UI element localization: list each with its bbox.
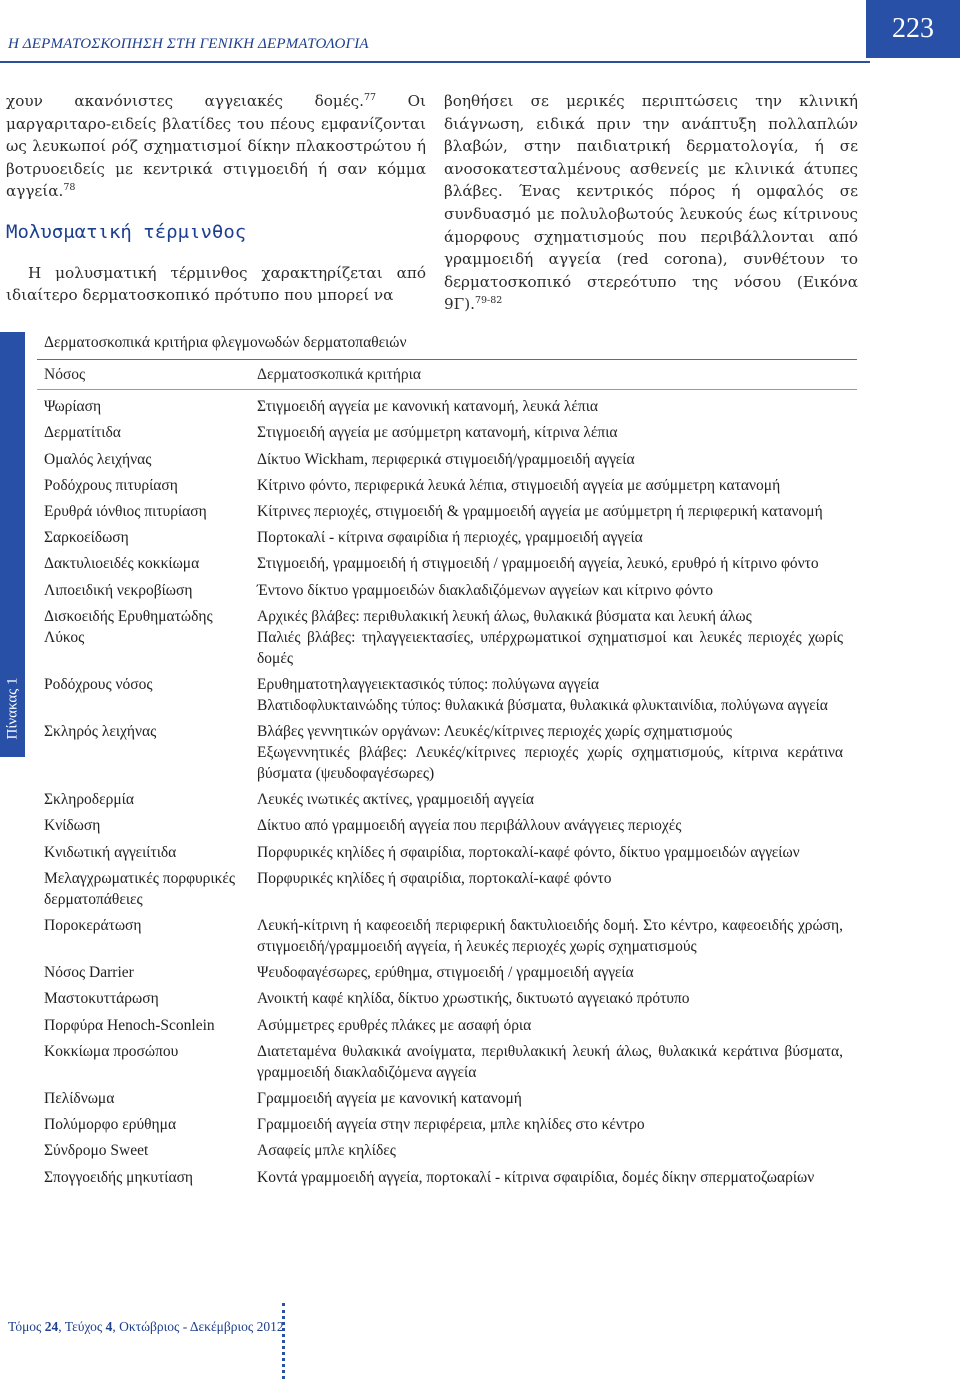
table-row [37, 1165, 857, 1191]
table-side-label [0, 659, 25, 757]
reference-superscript: 77 [363, 92, 377, 103]
criteria-cell: Γραμμοειδή αγγεία στην περιφέρεια, μπλε κηλίδες στο κέντρο [257, 1116, 645, 1134]
table-row [37, 673, 857, 720]
disease-cell: Κοκκίωμα προσώπου [44, 1042, 179, 1060]
footer-issue-label: , Τεύχος [58, 1319, 106, 1334]
criteria-cell: Κίτρινες περιοχές, στιγμοειδή & γραμμοειδή αγγεία με ασύμμετρη ή περιφερική κατανομή [257, 502, 823, 520]
disease-cell: Σκληρός λειχήνας [44, 723, 157, 741]
criteria-cell: Στιγμοειδή αγγεία με κανονική κατανομή, λευκά λέπια [257, 398, 599, 416]
text-run: Οι μαργαριταρο-ειδείς βλατίδες του πέους εμφανίζονται ως λευκωποί ρόζ σχηματισμοί δίκην πλακοστρώτου ή βοτρυοειδείς με κεντρικά στιγμοειδή ή σαν κόμμα αγγεία. [6, 92, 426, 201]
criteria-cell: Ασαφείς μπλε κηλίδες [257, 1142, 396, 1160]
table-row [37, 1087, 857, 1113]
criteria-cell: Ερυθηματοτηλαγγειεκτασικός τύπος: πολύγωνα αγγεία Βλατιδοφλυκταινώδης τύπος: θυλακικά βύσματα, θυλακικά φλυκταινίδια, πολύγωνα αγγεία [257, 675, 828, 714]
footer-dotted-rule [282, 1303, 285, 1379]
table-row [37, 578, 857, 604]
text-run: βοηθήσει σε μερικές περιπτώσεις την κλινική διάγνωση, ειδικά πριν την ανάπτυξη πολλαπλών βλαβών, στην παιδιατρική δερματολογία, ή σε ανοσοκατεσταλμένους ασθενείς με κλινικά άτυπες βλάβες. Ένας κεντρικός πόρος ή ομφαλός σε συνδυασμό με πολυλοβωτούς λευκούς έως κίτρινους άμορφους σχηματισμούς που περιβάλλονται από γραμμοειδή αγγεία (red corona), συνθέτουν το δερματοσκοπικό στερεότυπο της νόσου (Εικόνα 9Γ). [444, 92, 858, 314]
paragraph-molluscum: Η μολυσματική τέρμινθος χαρακτηρίζεται από ιδιαίτερο δερματοσκοπικό πρότυπο που μπορεί να [6, 263, 426, 305]
journal-footer [8, 1319, 284, 1335]
disease-cell: Δισκοειδής Ερυθηματώδης Λύκος [44, 607, 213, 646]
disease-cell: Μαστοκυττάρωση [44, 990, 159, 1008]
disease-cell: Μελαγχρωματικές πορφυρικές δερματοπάθειες [44, 869, 236, 908]
disease-cell: Λιποειδική νεκροβίωση [44, 581, 193, 599]
disease-cell: Πορφύρα Henoch-Sconlein [44, 1016, 215, 1034]
table-row [37, 1040, 857, 1087]
disease-cell: Δερματίτιδα [44, 424, 121, 442]
table-row [37, 526, 857, 552]
criteria-cell: Πορφυρικές κηλίδες ή σφαιρίδια, πορτοκαλί-καφέ φόντο [257, 869, 612, 887]
footer-period: , Οκτώβριος - Δεκέμβριος 2012 [112, 1319, 284, 1334]
table-row [37, 987, 857, 1013]
left-text-column [6, 90, 426, 307]
disease-cell: Σύνδρομο Sweet [44, 1142, 149, 1160]
header-rule [0, 61, 870, 63]
table-row [37, 788, 857, 814]
footer-volume-label: Τόμος [8, 1319, 45, 1334]
table-row [37, 474, 857, 500]
table-row [37, 421, 857, 447]
criteria-cell: Βλάβες γεννητικών οργάνων: Λευκές/κίτρινες περιοχές χωρίς σχηματισμούς Εξωγεννητικές βλάβες: Λευκές/κίτρινες περιοχές χωρίς σχηματισμούς, κίτρινα κεράτινα βύσματα (ψευδοφαγέσωρες) [257, 723, 843, 783]
criteria-cell: Λευκή-κίτρινη ή καφεοειδή περιφερική δακτυλιοειδής δομή. Στο κέντρο, καφεοειδής χρώση, στιγμοειδή/γραμμοειδή αγγεία, ή λευκές περιοχές χωρίς σχηματισμούς [257, 917, 843, 955]
table-row [37, 1139, 857, 1165]
reference-superscript: 78 [63, 182, 76, 194]
paragraph-molluscum-cont [444, 90, 858, 316]
disease-cell: Ερυθρά ιόνθιος πιτυρίαση [44, 502, 207, 520]
disease-cell: Ροδόχρους πιτυρίαση [44, 476, 178, 494]
table-body [37, 395, 857, 1192]
criteria-cell: Δίκτυο από γραμμοειδή αγγεία που περιβάλλουν ανάγγειες περιοχές [257, 817, 682, 835]
disease-cell: Ομαλός λειχήνας [44, 450, 152, 468]
disease-cell: Κνίδωση [44, 817, 101, 835]
disease-cell: Ψωρίαση [44, 398, 102, 416]
criteria-cell: Γραμμοειδή αγγεία με κανονική κατανομή [257, 1089, 522, 1107]
column-header-criteria: Δερματοσκοπικά κριτήρια [257, 366, 421, 383]
criteria-cell: Ψευδοφαγέσωρες, ερύθημα, στιγμοειδή / γραμμοειδή αγγεία [257, 964, 634, 982]
reference-superscript: 79-82 [474, 295, 503, 307]
disease-cell: Δακτυλιοειδές κοκκίωμα [44, 555, 200, 573]
table-row [37, 395, 857, 421]
disease-cell: Σπογγοειδής μηκυτίαση [44, 1168, 194, 1186]
criteria-cell: Πορτοκαλί - κίτρινα σφαιρίδια ή περιοχές, γραμμοειδή αγγεία [257, 529, 643, 547]
table-top-rule [37, 359, 857, 360]
criteria-cell: Κοντά γραμμοειδή αγγεία, πορτοκαλί - κίτρινα σφαιρίδια, δομές δίκην σπερματοζωαρίων [257, 1168, 815, 1186]
table-row [37, 552, 857, 578]
criteria-cell: Ανοικτή καφέ κηλίδα, δίκτυο χρωστικής, δικτυωτό αγγειακό πρότυπο [257, 990, 690, 1008]
table-row [37, 500, 857, 526]
page-number: 223 [892, 13, 934, 44]
criteria-cell: Κίτρινο φόντο, περιφερικά λευκά λέπια, στιγμοειδή αγγεία με ασύμμετρη κατανομή [257, 476, 781, 494]
table-1 [0, 323, 960, 1263]
table-row [37, 914, 857, 961]
table-row [37, 447, 857, 473]
footer-issue: 4 [105, 1319, 113, 1334]
disease-cell: Πορoκεράτωση [44, 917, 142, 934]
table-row [37, 840, 857, 866]
criteria-cell: Πορφυρικές κηλίδες ή σφαιρίδια, πορτοκαλί-καφέ φόντο, δίκτυο γραμμοειδών αγγείων [257, 843, 800, 861]
criteria-cell: Έντονο δίκτυο γραμμοειδών διακλαδιζόμενων αγγείων και κίτρινο φόντο [257, 581, 713, 599]
disease-cell: Σαρκοείδωση [44, 529, 129, 547]
table-caption: Δερματοσκοπικά κριτήρια φλεγμονωδών δερματοπαθειών [44, 334, 407, 351]
running-title: Η ΔΕΡΜΑΤΟΣΚΟΠΗΣΗ ΣΤΗ ΓΕΝΙΚΗ ΔΕΡΜΑΤΟΛΟΓΙΑ [8, 36, 369, 52]
disease-cell: Κνιδωτική αγγειίτιδα [44, 843, 177, 861]
disease-cell: Ροδόχρους νόσος [44, 675, 153, 693]
disease-cell: Πολύμορφο ερύθημα [44, 1116, 177, 1134]
page-number-badge [866, 0, 960, 58]
disease-cell: Νόσος Darrier [44, 964, 134, 982]
running-header [0, 0, 960, 70]
table-row [37, 1013, 857, 1039]
disease-cell: Σκληροδερμία [44, 791, 134, 809]
table-row [37, 961, 857, 987]
table-header-rule [37, 389, 857, 390]
table-side-label-text: Πίνακας 1 [4, 677, 20, 739]
criteria-cell: Στιγμοειδή, γραμμοειδή ή στιγμοειδή / γραμμοειδή αγγεία, λευκό, ερυθρό ή κίτρινο φόντο [257, 555, 819, 573]
right-text-column [444, 90, 858, 316]
criteria-cell: Διατεταμένα θυλακικά ανοίγματα, περιθυλακική λευκή άλως, θυλακικά κεράτινα βύσματα, γραμμοειδή διακλαδιζόμενα αγγεία [257, 1042, 843, 1081]
table-row [37, 867, 857, 914]
text-run: χουν ακανόνιστες αγγειακές δομές. [6, 92, 364, 110]
column-header-disease: Νόσος [44, 366, 86, 383]
footer-volume: 24 [44, 1319, 59, 1334]
criteria-cell: Ασύμμετρες ερυθρές πλάκες με ασαφή όρια [257, 1016, 532, 1034]
disease-cell: Πελίδνωμα [44, 1089, 115, 1107]
section-heading: Μολυσματική τέρμινθος [6, 220, 247, 243]
table-row [37, 605, 857, 673]
table-row [37, 720, 857, 788]
criteria-cell: Αρχικές βλάβες: περιθυλακική λευκή άλως, θυλακικά βύσματα και λευκή άλως Παλιές βλάβες: τηλαγγειεκτασίες, υπέρχρωματικοί σχηματισμοί και λευκές περιοχές χωρίς δομές [257, 607, 843, 667]
criteria-cell: Στιγμοειδή αγγεία με ασύμμετρη κατανομή, κίτρινα λέπια [257, 424, 618, 442]
table-row [37, 814, 857, 840]
paragraph-penile-papules [6, 90, 426, 203]
criteria-cell: Λευκές ινωτικές ακτίνες, γραμμοειδή αγγεία [257, 791, 534, 809]
table-row [37, 1113, 857, 1139]
criteria-cell: Δίκτυο Wickham, περιφερικά στιγμοειδή/γραμμοειδή αγγεία [257, 450, 635, 468]
